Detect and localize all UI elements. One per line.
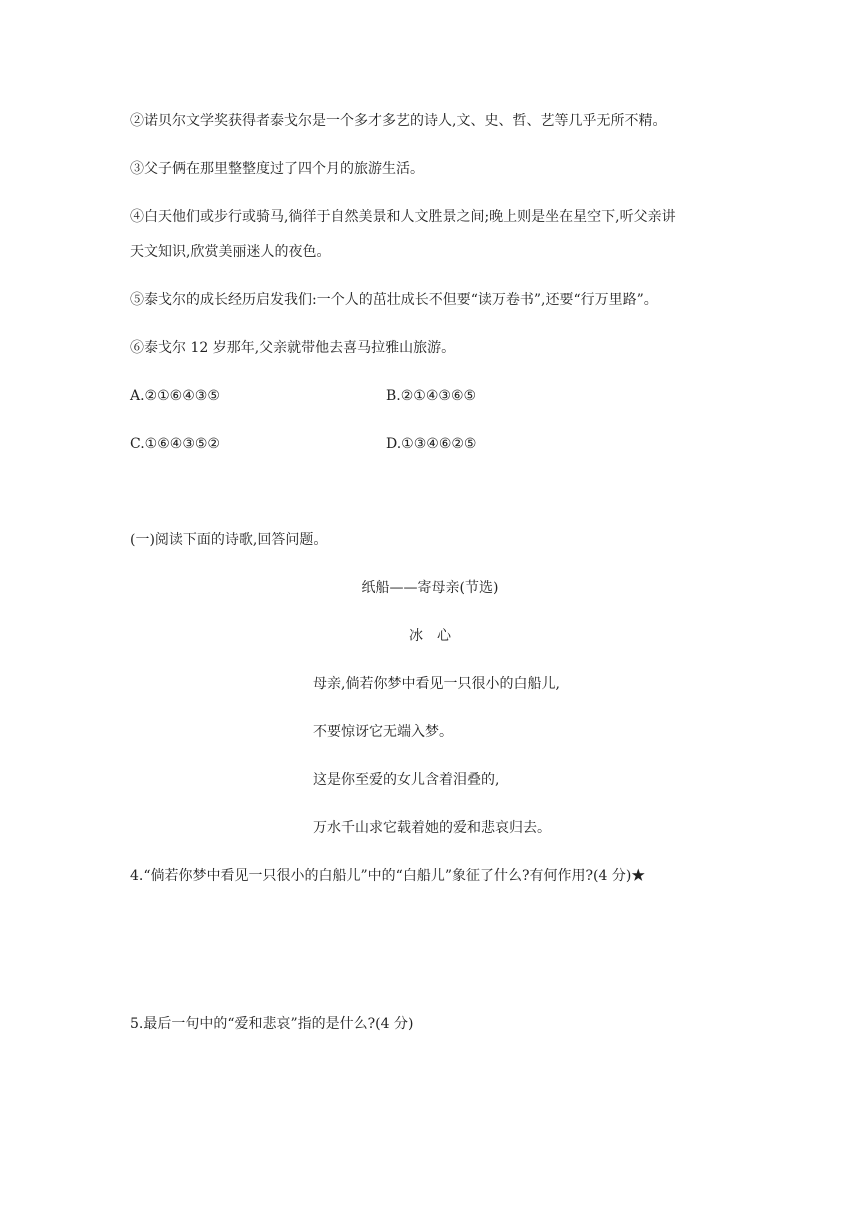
option-c: C.①⑥④③⑤② (130, 436, 220, 452)
reading-intro: (一)阅读下面的诗歌,回答问题。 (130, 532, 328, 548)
option-a: A.②①⑥④③⑤ (130, 388, 220, 404)
question-4: 4.“倘若你梦中看见一只很小的白船儿”中的“白船儿”象征了什么?有何作用?(4 分)★ (130, 868, 646, 884)
sentence-3: ③父子俩在那里整整度过了四个月的旅游生活。 (130, 161, 424, 177)
question-5: 5.最后一句中的“爱和悲哀”指的是什么?(4 分) (130, 1016, 414, 1032)
poem-line-3: 这是你至爱的女儿含着泪叠的, (313, 772, 500, 788)
option-d: D.①③④⑥②⑤ (386, 436, 477, 452)
sentence-5: ⑤泰戈尔的成长经历启发我们:一个人的茁壮成长不但要“读万卷书”,还要“行万里路”。 (130, 292, 658, 308)
sentence-6: ⑥泰戈尔 12 岁那年,父亲就带他去喜马拉雅山旅游。 (130, 340, 456, 356)
poem-line-2: 不要惊讶它无端入梦。 (313, 724, 453, 740)
sentence-2: ②诺贝尔文学奖获得者泰戈尔是一个多才多艺的诗人,文、史、哲、艺等几乎无所不精。 (130, 113, 667, 129)
option-b: B.②①④③⑥⑤ (386, 388, 477, 404)
poem-title: 纸船——寄母亲(节选) (361, 580, 499, 596)
sentence-4-line-2: 天文知识,欣赏美丽迷人的夜色。 (130, 244, 331, 260)
sentence-4-line-1: ④白天他们或步行或骑马,徜徉于自然美景和人文胜景之间;晚上则是坐在星空下,听父亲讲 (130, 209, 676, 225)
poem-author: 冰 心 (409, 628, 451, 644)
poem-line-4: 万水千山求它载着她的爱和悲哀归去。 (313, 820, 551, 836)
poem-line-1: 母亲,倘若你梦中看见一只很小的白船儿, (313, 676, 560, 692)
